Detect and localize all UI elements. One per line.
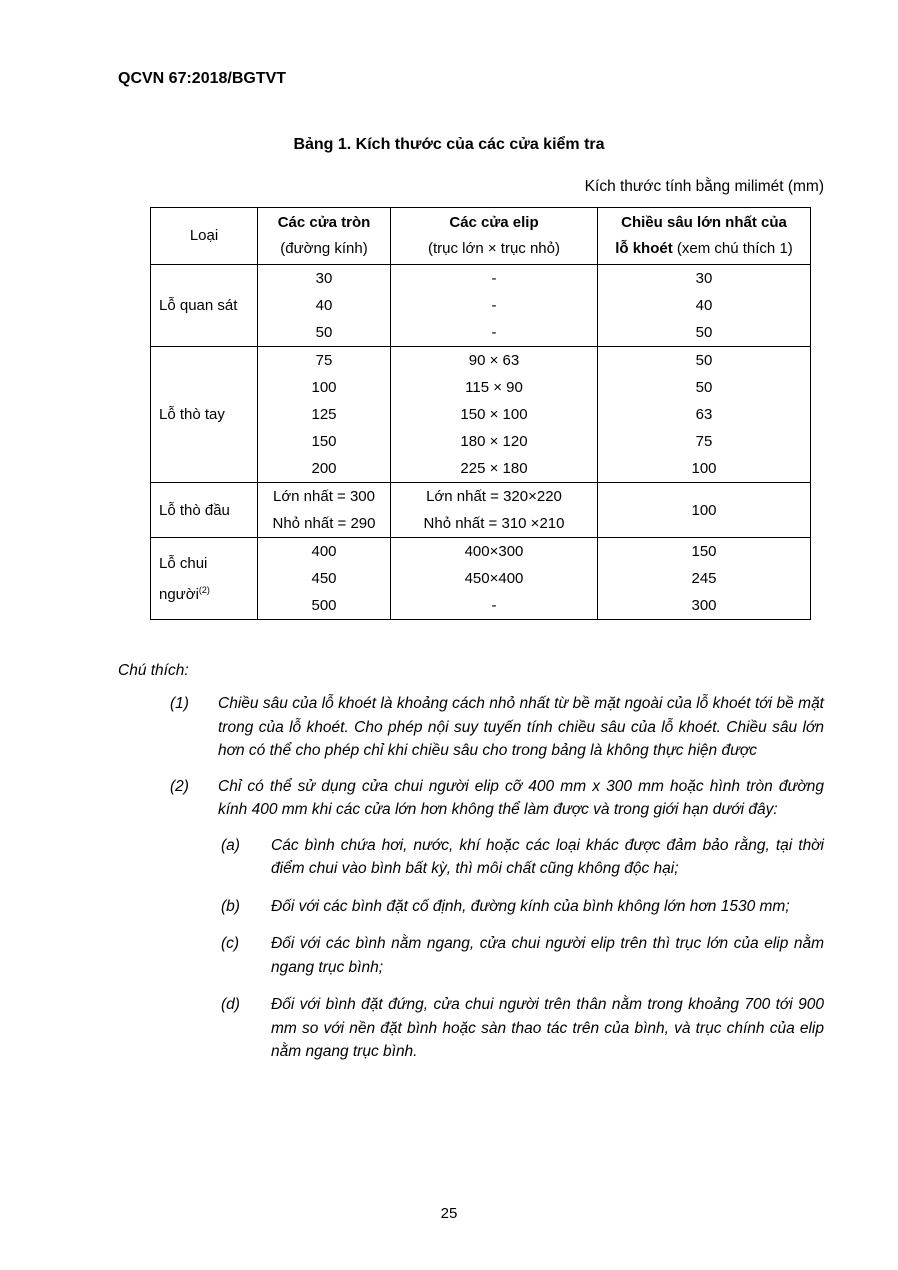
cell-value: 200 <box>311 460 337 477</box>
row-type <box>151 538 258 620</box>
cell-value: 90 × 63 <box>468 352 520 369</box>
elliptic-values <box>391 483 598 538</box>
round-values <box>258 538 391 620</box>
cell-value: Nhỏ nhất = 290 <box>272 515 376 532</box>
footnote-ref: (2) <box>198 584 210 595</box>
subitem-label: (d) <box>221 996 240 1013</box>
note-item <box>118 692 824 763</box>
cell-value: 180 × 120 <box>460 433 528 450</box>
cell-value: 40 <box>315 297 333 314</box>
cell-value: 30 <box>315 270 333 287</box>
subitem-text: Đối với bình đặt đứng, cửa chui người trên thân nằm trong khoảng 700 tới 900 mm so với nền đặt bình hoặc sàn thao tác trên của bình, và trục chính của elip nằm ngang trục bình. <box>271 996 824 1060</box>
note-subitem <box>118 932 824 979</box>
round-values <box>258 265 391 347</box>
round-values <box>258 483 391 538</box>
cell-value: 225 × 180 <box>460 460 528 477</box>
header-elliptic <box>391 208 598 265</box>
row-type: Lỗ thò đầu <box>151 483 258 538</box>
note-number: (1) <box>170 695 189 712</box>
cell-value: 450×400 <box>464 570 524 587</box>
subitem-text: Các bình chứa hơi, nước, khí hoặc các loại khác được đảm bảo rằng, tại thời điểm chui vào bình bất kỳ, thì môi chất cũng không độc hại; <box>271 836 824 877</box>
note-subitem <box>118 993 824 1064</box>
header-depth-title: Chiều sâu lớn nhất của <box>621 214 787 231</box>
cell-value: Lớn nhất = 320×220 <box>426 488 562 505</box>
row-type: Lỗ quan sát <box>151 265 258 347</box>
cell-value: 100 <box>691 501 717 519</box>
cell-value: 75 <box>315 352 333 369</box>
cell-value: 400 <box>311 543 337 560</box>
cell-value: 50 <box>695 324 713 341</box>
depth-values <box>598 483 811 538</box>
subitem-label: (b) <box>221 897 240 915</box>
note-item <box>118 775 824 822</box>
cell-value: - <box>491 324 497 341</box>
header-round-title: Các cửa tròn <box>277 214 371 231</box>
row-type-word: người <box>159 585 199 603</box>
unit-note: Kích thước tính bằng milimét (mm) <box>584 178 824 195</box>
cell-value: 100 <box>311 379 337 396</box>
notes-section <box>118 662 824 1078</box>
subitem-label: (c) <box>221 935 240 952</box>
depth-values <box>598 538 811 620</box>
subitem-label: (a) <box>221 836 240 854</box>
table-row <box>151 483 811 538</box>
header-loai: Loại <box>151 208 258 265</box>
notes-title: Chú thích: <box>118 662 189 679</box>
subitem-text: Đối với các bình nằm ngang, cửa chui người elip trên thì trục lớn của elip nằm ngang trục bình; <box>271 935 824 976</box>
header-depth <box>598 208 811 265</box>
cell-value: - <box>491 270 497 287</box>
cell-value: 100 <box>691 460 717 477</box>
header-depth-bold: lỗ khoét <box>615 240 673 257</box>
note-subitem <box>118 895 824 919</box>
cell-value: 115 × 90 <box>465 379 523 396</box>
table-caption: Bảng 1. Kích thước của các cửa kiểm tra <box>293 136 605 153</box>
table-row <box>151 538 811 620</box>
table-header-row <box>151 208 811 265</box>
header-depth-rest: (xem chú thích 1) <box>672 240 793 257</box>
elliptic-values <box>391 265 598 347</box>
header-round-sub: (đường kính) <box>280 240 368 257</box>
cell-value: 50 <box>315 324 333 341</box>
header-elliptic-sub: (trục lớn × trục nhỏ) <box>428 240 560 257</box>
cell-value: 450 <box>311 570 337 587</box>
note-text: Chiều sâu của lỗ khoét là khoảng cách nhỏ nhất từ bề mặt ngoài của lỗ khoét tới bề mặt trong của lỗ khoét. Cho phép nội suy tuyến tính chiều sâu của lỗ khoét. Chiều sâu lớn hơn có thể cho phép chỉ khi chiều sâu cho trong bảng là không thực hiện được <box>218 695 824 759</box>
cell-value: Lớn nhất = 300 <box>272 488 375 505</box>
depth-values <box>598 347 811 483</box>
subitem-text: Đối với các bình đặt cố định, đường kính của bình không lớn hơn 1530 mm; <box>271 897 790 915</box>
table-row <box>151 347 811 483</box>
cell-value: 125 <box>311 406 337 423</box>
cell-value: 50 <box>695 352 713 369</box>
elliptic-values <box>391 538 598 620</box>
cell-value: - <box>491 297 497 314</box>
cell-value: 300 <box>691 597 717 614</box>
row-type-line1: Lỗ chui <box>159 554 208 572</box>
cell-value: - <box>491 597 497 614</box>
cell-value: 150 × 100 <box>460 406 528 423</box>
row-type-line2 <box>159 577 257 608</box>
page-number: 25 <box>440 1205 458 1222</box>
cell-value: Nhỏ nhất = 310 ×210 <box>423 515 565 532</box>
cell-value: 245 <box>691 570 717 587</box>
document-code: QCVN 67:2018/BGTVT <box>118 70 287 87</box>
dimensions-table <box>150 207 811 620</box>
header-round <box>258 208 391 265</box>
cell-value: 63 <box>695 406 713 423</box>
cell-value: 50 <box>695 379 713 396</box>
cell-value: 150 <box>691 543 717 560</box>
note-text: Chỉ có thể sử dụng cửa chui người elip cỡ 400 mm x 300 mm hoặc hình tròn đường kính 400 mm khi các cửa lớn hơn không thể làm được và trong giới hạn dưới đây: <box>218 777 824 818</box>
note-subitem <box>118 834 824 881</box>
cell-value: 40 <box>695 297 713 314</box>
round-values <box>258 347 391 483</box>
cell-value: 400×300 <box>464 543 524 560</box>
cell-value: 75 <box>695 433 713 450</box>
cell-value: 500 <box>311 597 337 614</box>
cell-value: 150 <box>311 433 337 450</box>
table-row <box>151 265 811 347</box>
elliptic-values <box>391 347 598 483</box>
depth-values <box>598 265 811 347</box>
header-elliptic-title: Các cửa elip <box>449 214 539 231</box>
header-depth-sub <box>598 236 810 262</box>
cell-value: 30 <box>695 270 713 287</box>
note-number: (2) <box>170 777 189 795</box>
row-type: Lỗ thò tay <box>151 347 258 483</box>
